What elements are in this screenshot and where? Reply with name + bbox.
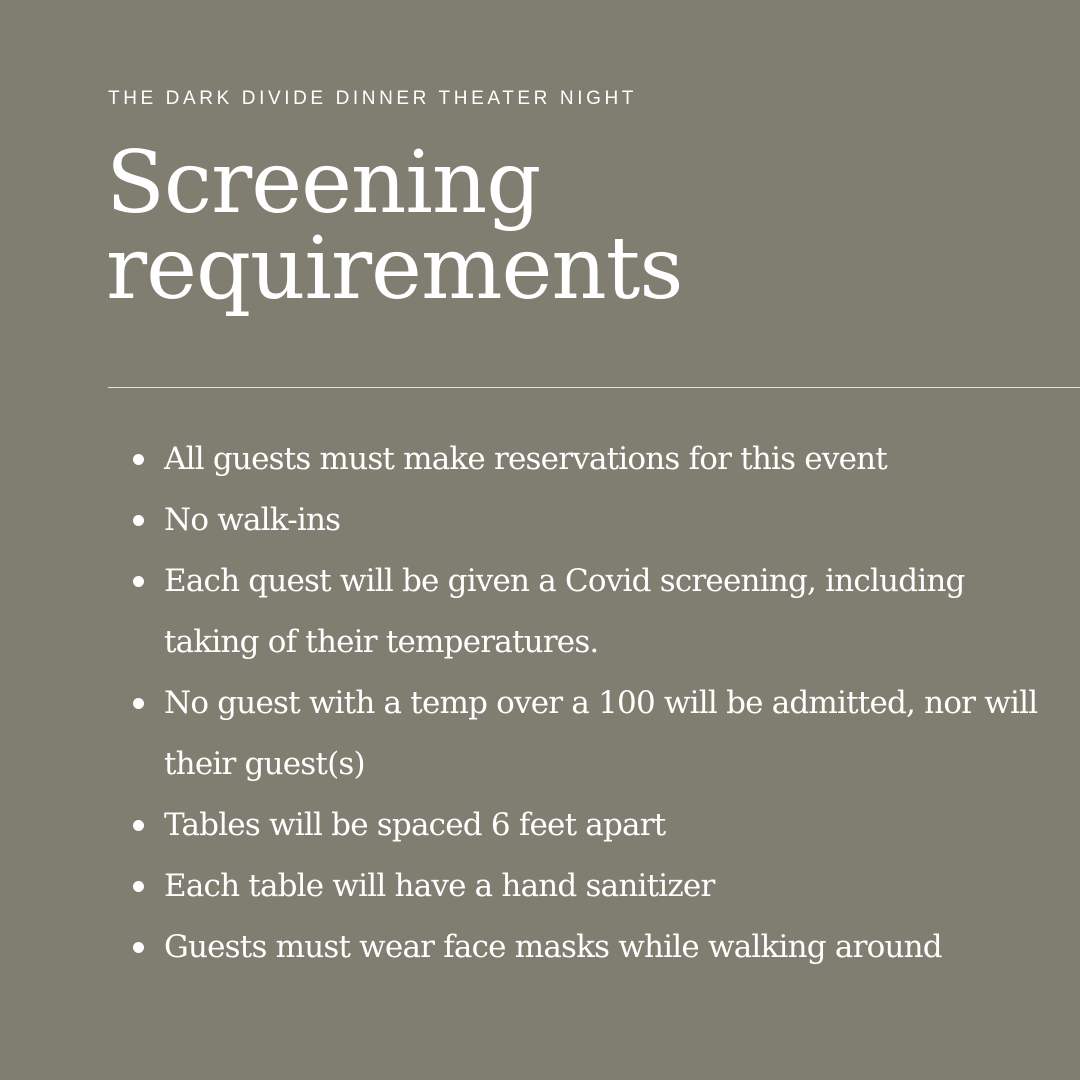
list-item-text: Guests must wear face masks while walking around	[164, 929, 942, 965]
list-item	[108, 429, 1038, 490]
list-item-text: Each quest will be given a Covid screening, including taking of their temperatures.	[164, 563, 965, 660]
bullet-icon	[133, 515, 144, 526]
bullet-icon	[133, 820, 144, 831]
divider	[108, 387, 1080, 388]
list-item-text: Tables will be spaced 6 feet apart	[164, 807, 666, 843]
list-item	[108, 917, 1038, 978]
title-line-2: requirements	[106, 219, 683, 319]
event-name: THE DARK DIVIDE DINNER THEATER NIGHT	[108, 88, 637, 109]
requirements-list	[108, 429, 1038, 978]
bullet-icon	[133, 454, 144, 465]
page-title	[106, 133, 683, 319]
list-item-text: No guest with a temp over a 100 will be admitted, nor will their guest(s)	[164, 685, 1038, 782]
title-line-1: Screening	[106, 133, 541, 233]
list-item-text: Each table will have a hand sanitizer	[164, 868, 715, 904]
list-item	[108, 795, 1038, 856]
list-item	[108, 856, 1038, 917]
bullet-icon	[133, 698, 144, 709]
bullet-icon	[133, 576, 144, 587]
list-item	[108, 551, 1038, 673]
list-item-text: All guests must make reservations for this event	[164, 441, 887, 477]
list-item-text: No walk-ins	[164, 502, 341, 538]
list-item	[108, 673, 1038, 795]
bullet-icon	[133, 942, 144, 953]
bullet-icon	[133, 881, 144, 892]
list-item	[108, 490, 1038, 551]
